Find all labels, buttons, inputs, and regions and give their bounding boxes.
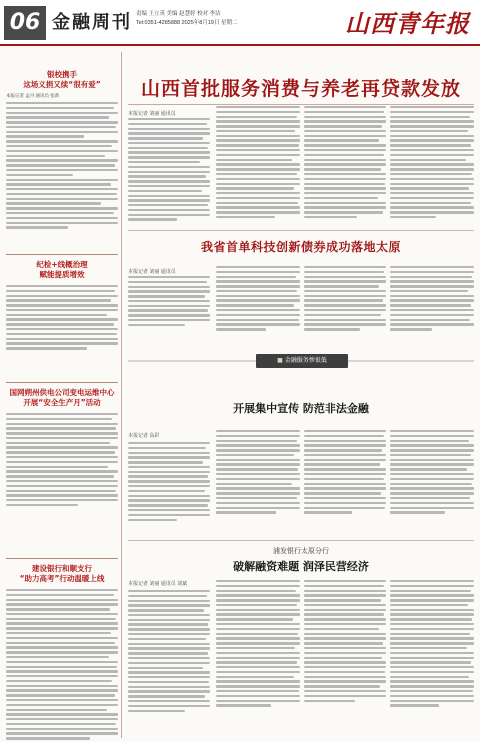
left-separator [6,382,118,383]
hero-body-col-4 [390,106,474,221]
article-2-body-col-4 [390,266,474,333]
banner-label: 金融服务惨很低 [284,357,327,364]
masthead [0,0,480,46]
left-article-2-body [6,285,118,350]
hero-byline: 本报记者 刘丽 通讯员 [128,111,176,117]
section-name: 金融周刊 [52,12,132,33]
flag-icon: ■ [277,357,283,364]
left-article-2 [6,260,118,352]
article-2-byline: 本报记者 刘丽 通讯员 [128,269,176,275]
left-separator [6,558,118,559]
left-separator [6,254,118,255]
hero-headline: 山西首批服务消费与养老再贷款发放 [140,78,461,100]
left-article-1-body [6,102,118,229]
left-article-2-headline: 纪检+线概治理 [36,260,88,269]
masthead-meta [136,10,366,28]
article-3-headline: 开展集中宣传 防范非法金融 [233,402,369,415]
left-article-4 [6,564,118,742]
article-2-body-col-1 [128,276,210,329]
left-article-1-headline-2: 这场义捐又续“很有爱” [23,80,101,89]
masthead-meta-line1: 责编 王立英 美编 赵慧婷 校对 李洁 [136,11,221,17]
article-4-byline: 本报记者 刘丽 通讯员 刘斌 [128,581,188,587]
left-article-3-body [6,413,118,506]
section-rule [128,540,474,541]
column-divider [121,52,122,738]
page-number: 06 [4,6,46,40]
article-4-body-col-3 [304,580,386,704]
article-2-headline: 我省首单科技创新债券成功落地太原 [200,240,401,254]
article-4-body-col-2 [216,580,300,709]
hero-body-col-2 [216,106,300,221]
article-2-body-col-3 [304,266,386,333]
banner-chip [256,354,348,368]
article-3-body-col-4 [390,430,474,516]
article-3-body-col-1 [128,442,210,523]
left-article-4-headline: 建设银行和顺支行 [32,564,92,573]
left-article-1-byline: 本报记者 孟丹 通讯员 张新 [6,93,60,98]
section-banner [128,354,474,368]
article-4-body-col-1 [128,590,210,714]
article-4-body-col-4 [390,580,474,709]
brand-logo: 山西青年报 [345,9,470,38]
article-3-body-col-3 [304,430,386,516]
left-article-3 [6,388,118,509]
article-4-headline: 破解融资难题 润泽民营经济 [233,560,369,573]
article-4-overline: 浦发银行太原分行 [273,547,329,555]
left-article-3-headline-2: 开展“安全生产月”活动 [23,398,101,407]
left-article-1-headline: 银校携手 [47,70,77,79]
hero-body-col-3 [304,106,386,221]
article-2-body-col-2 [216,266,300,333]
left-article-1 [6,70,118,231]
masthead-meta-line2: Tel:0351-4285888 2025年8月19日 星期二 [136,20,238,26]
article-3-byline: 本报记者 高彩 [128,433,160,439]
left-article-3-headline: 国网朔州供电公司变电运维中心 [9,388,115,397]
left-article-4-body [6,589,118,740]
masthead-rule [0,44,480,46]
left-column [6,52,118,738]
hero-body-col-1 [128,118,210,223]
section-rule [128,230,474,231]
hero-rule [128,104,474,105]
left-article-4-headline-2: “助力高考”行动温暖上线 [19,574,105,583]
left-article-2-headline-2: 赋能提质增效 [39,270,85,279]
article-3-body-col-2 [216,430,300,516]
